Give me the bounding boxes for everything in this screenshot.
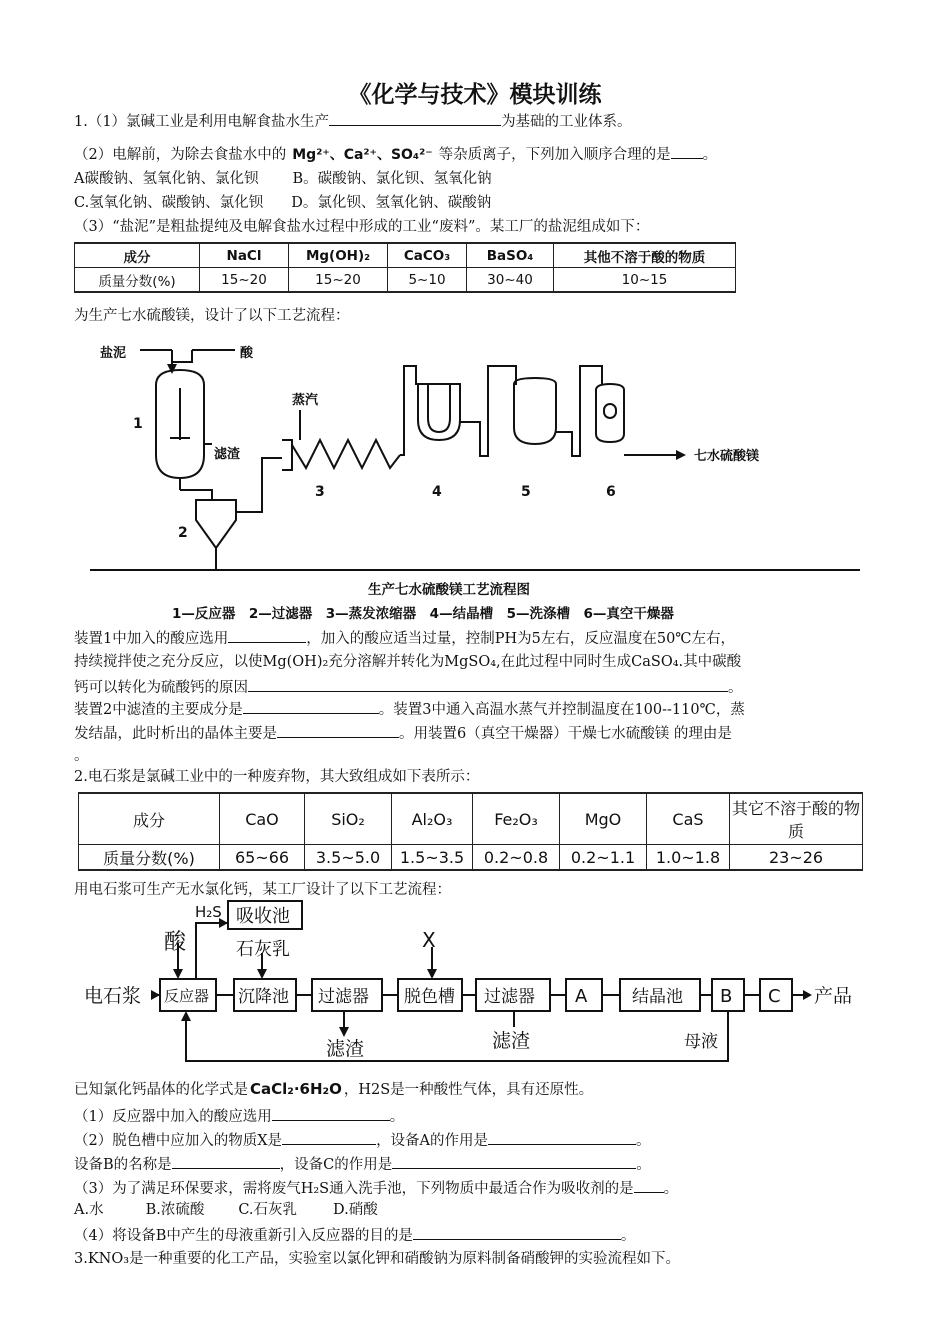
c-label: C [768,986,781,1007]
unit-number: 2 [178,525,188,541]
q1-para-6: 。 [74,748,89,764]
q1-para-2: 持续搅拌使之充分反应，以使Mg(OH)₂充分溶解并转化为MgSO₄,在此过程中同时生成CaSO₄.其中碳酸 [74,654,742,670]
q2-sub-2 [74,1129,651,1151]
q2-text: 。 [389,1109,405,1125]
table-cell: NaCl [200,243,289,268]
table-cell: MgO [560,793,647,845]
answer-blank[interactable] [413,1224,621,1240]
unit-number: 1 [133,416,143,432]
answer-blank[interactable] [392,1153,636,1169]
q2-text: ，设备A的作用是 [376,1133,489,1149]
table-cell: 成分 [75,243,200,268]
q1-para-5 [74,722,732,744]
option-d: D。氯化钡、氢氧化钠、碳酸钠 [291,195,492,211]
table-cell: CaO [220,793,305,845]
q2-text: 已知氯化钙晶体的化学式是 [74,1082,248,1098]
table-cell: 23~26 [730,845,863,871]
diagram-caption: 生产七水硫酸镁工艺流程图 [368,582,530,598]
steam-label: 蒸汽 [292,393,319,408]
q3-line-1: 3.KNO₃是一种重要的化工产品，实验室以氯化钾和硝酸钠为原料制备硝酸钾的实验流程如下。 [74,1251,681,1267]
option-a: A碳酸钠、氢氧化钠、氯化钡 [74,171,259,187]
unit-number: 6 [606,484,616,500]
q1-text: 。用装置6（真空干燥器）干燥七水硫酸镁 的理由是 [399,726,732,742]
input-acid: 酸 [240,346,254,361]
table-header-row [79,793,863,845]
q2-text: （4）将设备B中产生的母液重新引入反应器的目的是 [74,1228,413,1244]
option-c: C.石灰乳 [238,1202,298,1218]
q1-text: 为基础的工业体系。 [501,114,632,130]
x-label: X [422,928,436,952]
cacl2-process-diagram [0,895,950,1075]
table-cell: 5~10 [388,268,467,293]
h2s-label: H₂S [195,903,222,921]
q1-para-3 [74,676,743,698]
page-title: 《化学与技术》模块训练 [348,82,602,108]
q2-text: ，设备C的作用是 [279,1157,393,1173]
residue-label: 滤渣 [326,1038,365,1060]
mgso4-process-diagram [0,0,950,580]
filter1-label: 过滤器 [318,987,369,1007]
decolor-label: 脱色槽 [404,987,455,1007]
unit-number: 5 [521,484,531,500]
q1-text: 。 [702,147,718,163]
q2-text: 。 [636,1133,651,1149]
table-cell: 0.2~0.8 [473,845,560,871]
q1-text: 装置1中加入的酸应选用 [74,631,229,647]
q1-text: 1.（1）氯碱工业是利用电解食盐水生产 [74,114,330,130]
table-cell: CaCO₃ [388,243,467,268]
unit-number: 3 [315,484,325,500]
table-cell: Al₂O₃ [392,793,473,845]
unit-number: 4 [432,484,442,500]
table-cell: 质量分数(%) [75,268,200,293]
q1-text: 等杂质离子，下列加入顺序合理的是 [438,147,671,163]
answer-blank[interactable] [488,1129,636,1145]
q2-line-3 [74,1079,593,1100]
q1-line-4: 为生产七水硫酸镁，设计了以下工艺流程： [74,308,350,324]
answer-blank[interactable] [272,1105,390,1121]
absorber-label: 吸收池 [236,906,290,927]
q1-text: 装置2中滤渣的主要成分是 [74,702,243,718]
q2-text: （2）脱色槽中应加入的物质X是 [74,1133,283,1149]
answer-blank[interactable] [172,1153,280,1169]
option-a: A.水 [74,1202,104,1218]
q2-line-2: 用电石浆可生产无水氯化钙，某工厂设计了以下工艺流程： [74,882,451,898]
table-cell: 1.0~1.8 [647,845,730,871]
table-cell: 其他不溶于酸的物质 [554,243,736,268]
answer-blank[interactable] [243,698,379,714]
mother-liquor-label: 母液 [684,1032,718,1052]
q2-text: 。 [663,1181,679,1197]
q1-text: 。装置3中通入高温水蒸气并控制温度在100--110℃，蒸 [378,702,745,718]
residue-label: 滤渣 [214,447,241,462]
settler-label: 沉降池 [238,987,289,1007]
table-cell: 3.5~5.0 [305,845,392,871]
q2-sub-3 [74,1153,651,1175]
lime-label: 石灰乳 [236,939,290,960]
q2-sub-1 [74,1105,404,1127]
table-cell: 10~15 [554,268,736,293]
table-cell: 0.2~1.1 [560,845,647,871]
table-cell: 其它不溶于酸的物质 [730,793,863,845]
q1-para-1 [74,627,735,649]
q2-line-1: 2.电石浆是氯碱工业中的一种废弃物，其大致组成如下表所示： [74,769,480,785]
product-label: 七水硫酸镁 [694,449,760,464]
table-cell: Mg(OH)₂ [289,243,388,268]
q1-para-4 [74,698,745,720]
washing-tank [514,378,556,444]
answer-blank[interactable] [634,1177,664,1193]
table-cell: 30~40 [467,268,554,293]
diagram-legend: 1—反应器 2—过滤器 3—蒸发浓缩器 4—结晶槽 5—洗涤槽 6—真空干燥器 [172,606,674,622]
table-cell: 质量分数(%) [79,845,220,871]
reactor-label: 反应器 [164,987,210,1005]
option-b: B。碳酸钠、氯化钡、氢氧化钠 [292,171,492,187]
table-cell: 65~66 [220,845,305,871]
table-cell: 1.5~3.5 [392,845,473,871]
q1-text: 钙可以转化为硫酸钙的原因 [74,680,248,696]
q2-text: 设备B的名称是 [74,1157,172,1173]
q1-line-3: （3）“盐泥”是粗盐提纯及电解食盐水过程中形成的工业“废料”。某工厂的盐泥组成如下： [74,219,650,235]
option-c: C.氢氧化钠、碳酸钠、氯化钡 [74,195,264,211]
table-cell: Fe₂O₃ [473,793,560,845]
answer-blank[interactable] [282,1129,376,1145]
q2-text: （1）反应器中加入的酸应选用 [74,1109,272,1125]
table-cell: BaSO₄ [467,243,554,268]
filter2-label: 过滤器 [484,987,535,1007]
option-b: B.浓硫酸 [145,1202,205,1218]
table-cell: 成分 [79,793,220,845]
start-label: 电石浆 [84,985,142,1007]
b-label: B [720,986,733,1007]
q2-options [74,1200,378,1220]
q1-text: （2）电解前，为除去食盐水中的 [74,147,287,163]
carbide-slurry-table [78,792,863,871]
product-label: 产品 [814,985,853,1007]
acid-label: 酸 [164,930,187,955]
q1-text: 发结晶，此时析出的晶体主要是 [74,726,277,742]
filter-vessel [196,500,236,548]
ion-formula: Mg²⁺、Ca²⁺、SO₄²⁻ [292,147,433,163]
table-cell: 15~20 [289,268,388,293]
table-cell: SiO₂ [305,793,392,845]
residue-label: 滤渣 [492,1030,531,1052]
table-cell: 15~20 [200,268,289,293]
input-salt-mud: 盐泥 [100,346,127,361]
table-row [79,845,863,871]
answer-blank[interactable] [248,676,728,692]
table-cell: CaS [647,793,730,845]
q2-text: 。 [636,1157,651,1173]
cacl2-formula: CaCl₂·6H₂O [250,1080,342,1098]
answer-blank[interactable] [277,722,399,738]
q2-text: （3）为了满足环保要求，需将废气H₂S通入洗手池，下列物质中最适合作为吸收剂的是 [74,1181,634,1197]
a-label: A [575,986,588,1007]
q1-text: ，加入的酸应适当过量，控制PH为5左右，反应温度在50℃左右， [306,631,736,647]
option-d: D.硝酸 [333,1202,378,1218]
answer-blank[interactable] [228,627,306,643]
q1-text: 。 [728,680,743,696]
crystal-label: 结晶池 [632,987,683,1007]
vacuum-dryer [596,384,624,442]
q2-text: 。 [620,1228,636,1244]
q2-sub-4 [74,1177,678,1199]
q2-sub-5 [74,1224,635,1246]
q2-text: ，H2S是一种酸性气体，具有还原性。 [343,1082,594,1098]
